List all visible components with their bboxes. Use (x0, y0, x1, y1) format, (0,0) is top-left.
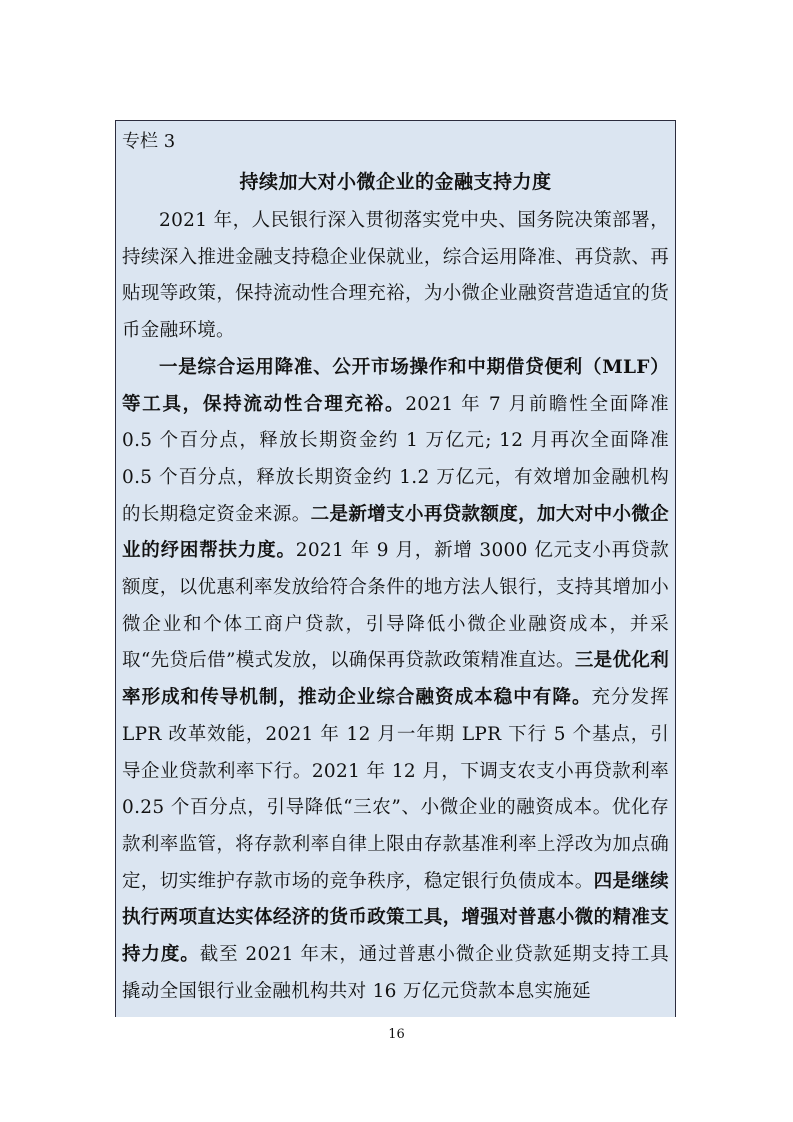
box-title: 持续加大对小微企业的金融支持力度 (239, 171, 552, 193)
measure-3-heading: 三是优化利率形成和传导机制，推动企业综合融资成本稳中有降。 (122, 650, 669, 709)
page-number: 16 (388, 1027, 405, 1042)
measure-3-text: 充分发挥 LPR 改革效能，2021 年 12 月一年期 LPR 下行 5 个基点，引导企业贷款利率下行。2021 年 12 月，下调支农支小再贷款利率 0.25 个百分点，引导降低“三农”、小微企业的融资成本。优化存款利率监管，将存款利率自律上限由存款基准利率上浮改为加点确定，切实维护存款市场的竞争秩序，稳定银行负债成本。 (122, 687, 670, 892)
sidebar-box-content (116, 121, 675, 1010)
sidebar-box (115, 120, 676, 1017)
paragraph-intro: 2021 年，人民银行深入贯彻落实党中央、国务院决策部署，持续深入推进金融支持稳企业保就业，综合运用降准、再贷款、再贴现等政策，保持流动性合理充裕，为小微企业融资营造适宜的货币金融环境。 (122, 210, 669, 342)
box-label: 专栏 3 (122, 131, 176, 152)
measure-1-text: 2021 年 7 月前瞻性全面降准 0.5 个百分点，释放长期资金约 1 万亿元; 12 月再次全面降准 0.5 个百分点，释放长期资金约 1.2 万亿元，有效增加金融机构的长期稳定资金来源。 (122, 393, 669, 525)
measure-4-text: 截至 2021 年末，通过普惠小微企业贷款延期支持工具撬动全国银行业金融机构共对 16 万亿元贷款本息实施延 (122, 944, 669, 1002)
measure-1-heading: 一是综合运用降准、公开市场操作和中期借贷便利（MLF）等工具，保持流动性合理充裕。 (122, 356, 669, 415)
measure-4-heading: 四是继续执行两项直达实体经济的货币政策工具，增强对普惠小微的精准支持力度。 (122, 870, 669, 966)
measure-2-text: 2021 年 9 月，新增 3000 亿元支小再贷款额度，以优惠利率发放给符合条件的地方法人银行，支持其增加小微企业和个体工商户贷款，引导降低小微企业融资成本，并采取“先贷后借”模式发放，以确保再贷款政策精准直达。 (122, 540, 670, 672)
paragraph-measures (122, 350, 669, 1011)
measure-2-heading: 二是新增支小再贷款额度，加大对中小微企业的纾困帮扶力度。 (122, 503, 669, 562)
